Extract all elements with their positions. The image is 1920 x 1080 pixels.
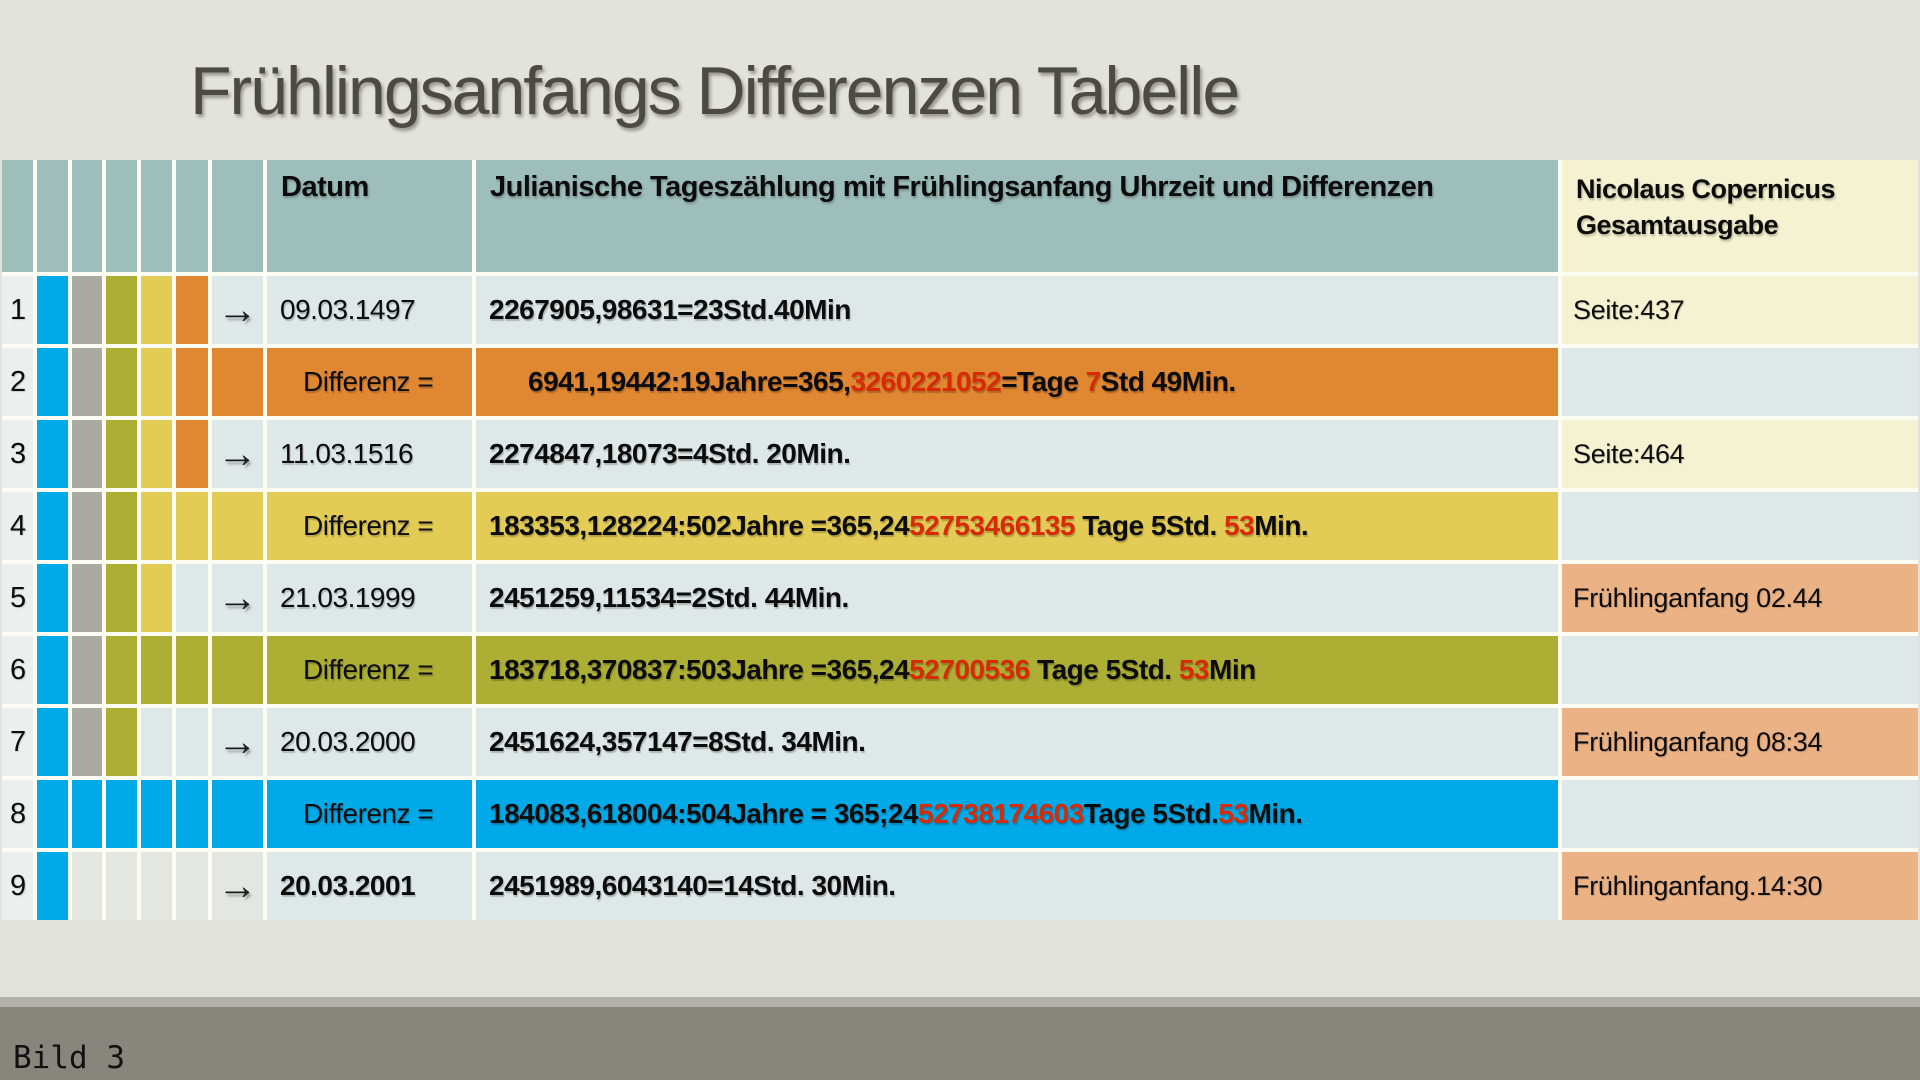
- slide-number-label: Bild 3: [13, 1040, 125, 1076]
- julian-cell: [476, 420, 1558, 488]
- julian-red-segment: 53: [1178, 654, 1209, 685]
- copernicus-cell: Frühlinganfang.14:30: [1562, 852, 1918, 920]
- stripe-cell: [176, 636, 208, 704]
- datum-cell: Differenz =: [267, 636, 472, 704]
- julian-text-segment: Tage 5Std.: [1074, 510, 1225, 541]
- julian-red-segment: 7: [1085, 366, 1101, 397]
- datum-cell: Differenz =: [267, 492, 472, 560]
- slide-title: Frühlingsanfangs Differenzen Tabelle: [190, 53, 1239, 129]
- right-arrow-icon: →: [217, 720, 258, 764]
- row-number-cell: 2: [2, 348, 33, 416]
- stripe-cell: [141, 708, 172, 776]
- copernicus-cell: [1562, 492, 1918, 560]
- right-arrow-icon: →: [217, 288, 258, 332]
- datum-cell: 21.03.1999: [267, 564, 472, 632]
- stripe-cell: [106, 492, 137, 560]
- stripe-cell: [106, 420, 137, 488]
- stripe-cell: [72, 492, 102, 560]
- julian-cell: [476, 276, 1558, 344]
- julian-text-segment: 2451259,11534=2Std. 44Min.: [489, 582, 849, 613]
- copernicus-cell: Frühlinganfang 02.44: [1562, 564, 1918, 632]
- julian-text-segment: Min.: [1254, 510, 1309, 541]
- stripe-cell: [141, 780, 172, 848]
- copernicus-cell: [1562, 636, 1918, 704]
- stripe-cell: [106, 708, 137, 776]
- stripe-cell: [106, 780, 137, 848]
- julian-text-segment: Tage 5Std.: [1083, 798, 1219, 829]
- stripe-cell: [37, 492, 68, 560]
- datum-cell: 11.03.1516: [267, 420, 472, 488]
- arrow-cell: [212, 492, 263, 560]
- julian-red-segment: 53: [1224, 510, 1255, 541]
- stripe-cell: [37, 564, 68, 632]
- julian-text-segment: 183353,128224:502Jahre =365,24: [489, 510, 910, 541]
- stripe-cell: [37, 852, 68, 920]
- stripe-cell: [37, 636, 68, 704]
- stripe-cell: [176, 852, 208, 920]
- stripe-cell: [141, 420, 172, 488]
- copernicus-cell: Seite:437: [1562, 276, 1918, 344]
- arrow-cell: [212, 636, 263, 704]
- datum-cell: 20.03.2000: [267, 708, 472, 776]
- header-spacer-cell: [212, 160, 263, 272]
- stripe-cell: [141, 348, 172, 416]
- stripe-cell: [176, 492, 208, 560]
- header-julian: Julianische Tageszählung mit Frühlingsanfang Uhrzeit und Differenzen: [476, 160, 1558, 272]
- arrow-cell: [212, 564, 263, 632]
- julian-text-segment: 2274847,18073=4Std. 20Min.: [489, 438, 851, 469]
- stripe-cell: [72, 348, 102, 416]
- differences-table: [2, 160, 1918, 920]
- header-spacer-cell: [37, 160, 68, 272]
- julian-red-segment: 3260221052: [850, 366, 1002, 397]
- copernicus-cell: Seite:464: [1562, 420, 1918, 488]
- header-spacer-cell: [141, 160, 172, 272]
- right-arrow-icon: →: [217, 576, 258, 620]
- arrow-cell: [212, 348, 263, 416]
- copernicus-cell: [1562, 780, 1918, 848]
- stripe-cell: [141, 276, 172, 344]
- arrow-cell: [212, 780, 263, 848]
- julian-text-segment: Min.: [1248, 798, 1303, 829]
- stripe-cell: [176, 708, 208, 776]
- header-spacer-cell: [2, 160, 33, 272]
- row-number-cell: 3: [2, 420, 33, 488]
- header-spacer-cell: [106, 160, 137, 272]
- right-arrow-icon: →: [217, 864, 258, 908]
- stripe-cell: [141, 636, 172, 704]
- right-arrow-icon: →: [217, 432, 258, 476]
- julian-red-segment: 52738174603: [918, 798, 1084, 829]
- stripe-cell: [141, 492, 172, 560]
- stripe-cell: [72, 276, 102, 344]
- julian-text-segment: =Tage: [1001, 366, 1086, 397]
- stripe-cell: [37, 708, 68, 776]
- julian-cell: [476, 348, 1558, 416]
- stripe-cell: [176, 420, 208, 488]
- arrow-cell: [212, 708, 263, 776]
- stripe-cell: [37, 276, 68, 344]
- julian-text-segment: 6941,19442:19Jahre=365,: [528, 366, 851, 397]
- row-number-cell: 7: [2, 708, 33, 776]
- header-copernicus: Nicolaus Copernicus Gesamtausgabe: [1562, 160, 1918, 272]
- stripe-cell: [37, 780, 68, 848]
- row-number-cell: 6: [2, 636, 33, 704]
- julian-red-segment: 53: [1218, 798, 1249, 829]
- datum-cell: Differenz =: [267, 348, 472, 416]
- row-number-cell: 9: [2, 852, 33, 920]
- stripe-cell: [106, 276, 137, 344]
- row-number-cell: 4: [2, 492, 33, 560]
- footer-divider: [0, 997, 1920, 1007]
- stripe-cell: [72, 780, 102, 848]
- stripe-cell: [37, 348, 68, 416]
- julian-cell: [476, 492, 1558, 560]
- julian-cell: [476, 780, 1558, 848]
- stripe-cell: [176, 348, 208, 416]
- stripe-cell: [176, 564, 208, 632]
- datum-cell: Differenz =: [267, 780, 472, 848]
- row-number-cell: 5: [2, 564, 33, 632]
- stripe-cell: [37, 420, 68, 488]
- julian-text-segment: 2451624,357147=8Std. 34Min.: [489, 726, 866, 757]
- stripe-cell: [106, 636, 137, 704]
- julian-text-segment: Tage 5Std.: [1029, 654, 1179, 685]
- stripe-cell: [176, 276, 208, 344]
- stripe-cell: [72, 636, 102, 704]
- datum-cell: 20.03.2001: [267, 852, 472, 920]
- julian-text-segment: 2267905,98631=23Std.40Min: [489, 294, 851, 325]
- stripe-cell: [106, 564, 137, 632]
- footer-bar: [0, 1007, 1920, 1080]
- arrow-cell: [212, 420, 263, 488]
- row-number-cell: 1: [2, 276, 33, 344]
- stripe-cell: [176, 780, 208, 848]
- stripe-cell: [72, 708, 102, 776]
- header-datum: Datum: [267, 160, 472, 272]
- row-number-cell: 8: [2, 780, 33, 848]
- stripe-cell: [72, 564, 102, 632]
- julian-text-segment: Min: [1209, 654, 1256, 685]
- copernicus-cell: Frühlinganfang 08:34: [1562, 708, 1918, 776]
- stripe-cell: [106, 348, 137, 416]
- header-spacer-cell: [72, 160, 102, 272]
- julian-cell: [476, 636, 1558, 704]
- arrow-cell: [212, 276, 263, 344]
- julian-cell: [476, 564, 1558, 632]
- julian-text-segment: 183718,370837:503Jahre =365,24: [489, 654, 910, 685]
- julian-cell: [476, 852, 1558, 920]
- header-spacer-cell: [176, 160, 208, 272]
- julian-red-segment: 52753466135: [909, 510, 1075, 541]
- julian-cell: [476, 708, 1558, 776]
- arrow-cell: [212, 852, 263, 920]
- stripe-cell: [72, 420, 102, 488]
- julian-text-segment: Std 49Min.: [1100, 366, 1236, 397]
- julian-text-segment: 184083,618004:504Jahre = 365;24: [489, 798, 918, 829]
- datum-cell: 09.03.1497: [267, 276, 472, 344]
- julian-text-segment: 2451989,6043140=14Std. 30Min.: [489, 870, 896, 901]
- stripe-cell: [72, 852, 102, 920]
- stripe-cell: [141, 852, 172, 920]
- julian-red-segment: 52700536: [909, 654, 1030, 685]
- copernicus-cell: [1562, 348, 1918, 416]
- stripe-cell: [106, 852, 137, 920]
- stripe-cell: [141, 564, 172, 632]
